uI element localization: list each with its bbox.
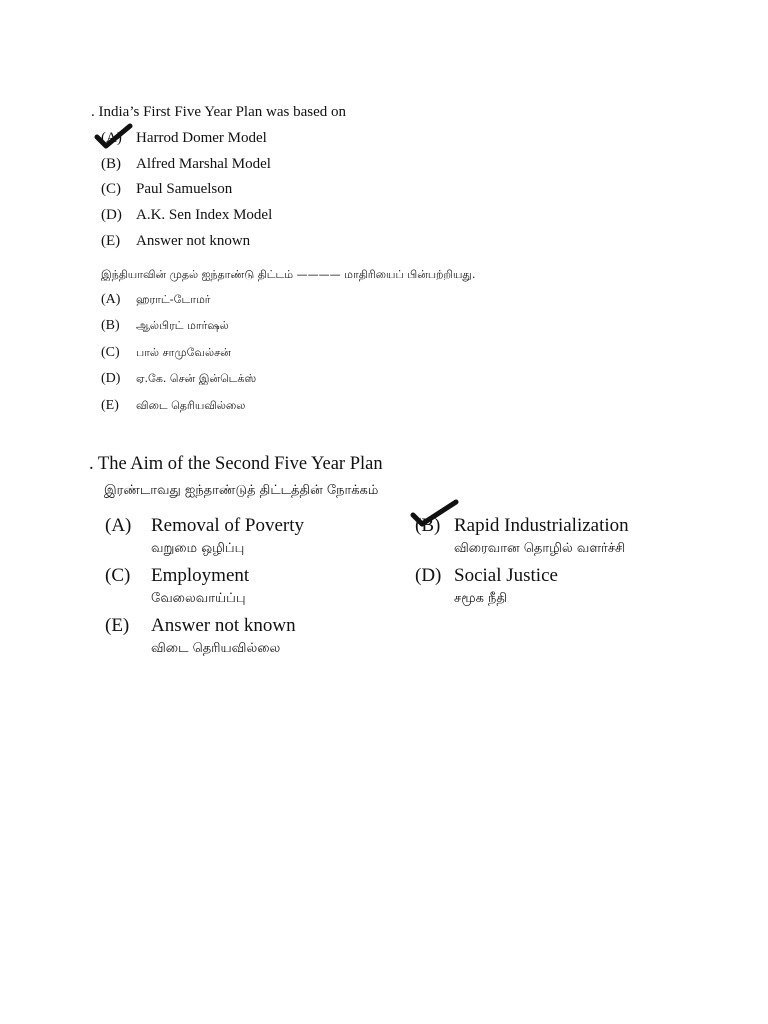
q2-option-c-tamil: வேலைவாய்ப்பு [151,591,246,606]
q1-tamil-option-d [101,371,256,387]
q2-option-d-text: Social Justice [454,565,558,586]
q1-tamil-option-e-label: (E) [101,398,119,413]
q2-option-c-label: (C) [105,565,131,586]
q1-tamil-option-c-label: (C) [101,345,120,360]
q2-option-c-text: Employment [151,565,250,586]
q2-option-b-label: (B) [415,515,441,536]
q1-tamil-option-e-text: விடை தெரியவில்லை [136,399,246,412]
question1-title: . India’s First Five Year Plan was based on [91,104,346,120]
q2-option-c [105,565,249,587]
q2-answer-tick-mark [408,497,460,529]
q2-option-e-tamil: விடை தெரியவில்லை [151,641,281,656]
q1-answer-tick-mark [94,122,134,150]
q2-option-e-text: Answer not known [151,615,296,636]
q1-tamil-option-a [101,292,211,308]
q1-option-d [101,207,272,224]
q1-tamil-option-d-text: ஏ.கே. சென் இன்டெக்ஸ் [136,372,257,385]
q1-tamil-option-d-label: (D) [101,371,121,386]
q1-option-a-text: Harrod Domer Model [136,130,267,146]
q2-option-a-text: Removal of Poverty [151,515,305,536]
q2-option-d [415,565,558,587]
question2-tamil-title: இரண்டாவது ஐந்தாண்டுத் திட்டத்தின் நோக்கம் [104,483,379,498]
q2-option-d-label: (D) [415,565,442,586]
q2-option-a [105,515,304,537]
q2-option-b-text: Rapid Industrialization [454,515,629,536]
q1-tamil-option-c [101,345,231,361]
q1-option-b [101,156,271,173]
q1-option-c-label: (C) [101,181,121,197]
q1-tamil-option-a-text: ஹராட்-டோமர் [136,293,211,306]
q1-tamil-option-b-label: (B) [101,318,120,333]
q2-option-a-tamil: வறுமை ஒழிப்பு [151,541,245,556]
q1-option-e-text: Answer not known [136,233,251,249]
q1-tamil-option-c-text: பால் சாமுவேல்சன் [136,346,231,359]
q1-tamil-option-a-label: (A) [101,292,121,307]
q2-option-d-tamil: சமூக நீதி [454,591,508,606]
q1-option-e [101,233,250,250]
q1-tamil-option-e [101,398,245,414]
q2-option-a-label: (A) [105,515,132,536]
q1-tamil-option-b-text: ஆல்பிரட் மார்ஷல் [136,319,229,332]
q1-option-d-text: A.K. Sen Index Model [136,207,273,223]
q1-option-c-text: Paul Samuelson [136,181,233,197]
q2-option-e [105,615,296,637]
q1-tamil-option-b [101,318,229,334]
q1-option-e-label: (E) [101,233,121,249]
question2-title: . The Aim of the Second Five Year Plan [89,454,383,474]
q1-tamil-title: இந்தியாவின் முதல் ஐந்தாண்டு திட்டம் ———— மாதிரியைப் பின்பற்றியது. [101,268,476,281]
q1-option-c [101,181,232,198]
q2-option-e-label: (E) [105,615,130,636]
q1-option-d-label: (D) [101,207,122,223]
q2-option-b-tamil: விரைவான தொழில் வளர்ச்சி [454,541,626,556]
q1-option-b-text: Alfred Marshal Model [136,156,271,172]
q1-option-a-label: (A) [101,130,122,146]
q1-option-b-label: (B) [101,156,121,172]
